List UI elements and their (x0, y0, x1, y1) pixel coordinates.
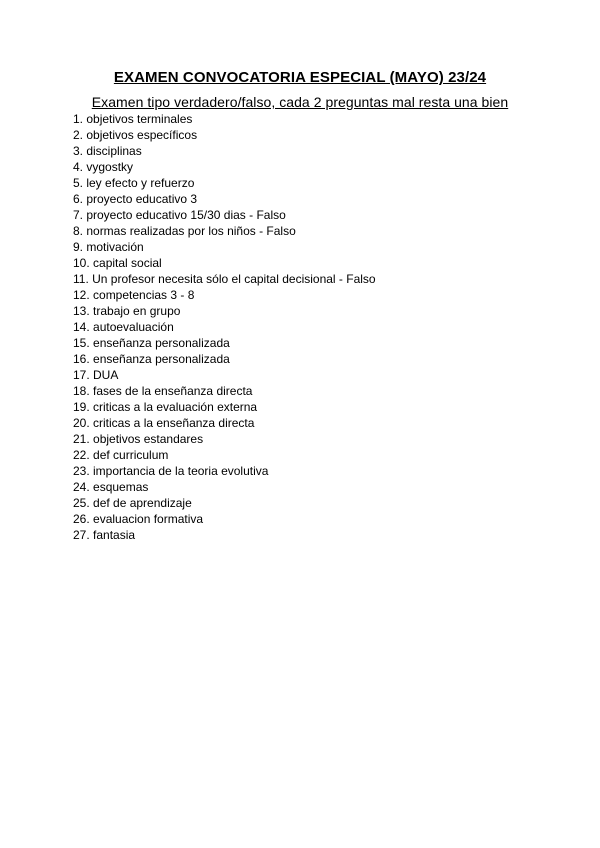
question-item: 18. fases de la enseñanza directa (73, 384, 253, 398)
question-item: 12. competencias 3 - 8 (73, 288, 195, 302)
document-title: EXAMEN CONVOCATORIA ESPECIAL (MAYO) 23/24 (113, 69, 487, 86)
question-item: 4. vygostky (73, 160, 134, 174)
question-item: 14. autoevaluación (73, 320, 174, 334)
question-list (73, 111, 376, 543)
question-item: 3. disciplinas (73, 144, 142, 158)
question-item: 26. evaluacion formativa (73, 512, 204, 526)
question-item: 17. DUA (73, 368, 119, 382)
question-item: 24. esquemas (73, 480, 149, 494)
question-item: 23. importancia de la teoria evolutiva (73, 464, 269, 478)
document-subtitle: Examen tipo verdadero/falso, cada 2 preguntas mal resta una bien (91, 94, 509, 110)
question-item: 6. proyecto educativo 3 (73, 192, 198, 206)
question-item: 15. enseñanza personalizada (73, 336, 230, 350)
question-item: 9. motivación (73, 240, 144, 254)
question-item: 16. enseñanza personalizada (73, 352, 230, 366)
question-item: 13. trabajo en grupo (73, 304, 181, 318)
question-item: 5. ley efecto y refuerzo (73, 176, 195, 190)
question-item: 22. def curriculum (73, 448, 169, 462)
question-item: 10. capital social (73, 256, 162, 270)
question-item: 19. criticas a la evaluación externa (73, 400, 258, 414)
question-item: 2. objetivos específicos (73, 128, 198, 142)
question-item: 1. objetivos terminales (73, 112, 193, 126)
question-item: 7. proyecto educativo 15/30 dias - Falso (73, 208, 286, 222)
question-item: 21. objetivos estandares (73, 432, 204, 446)
question-item: 25. def de aprendizaje (73, 496, 192, 510)
question-item: 20. criticas a la enseñanza directa (73, 416, 255, 430)
question-item: 8. normas realizadas por los niños - Falso (73, 224, 296, 238)
question-item: 11. Un profesor necesita sólo el capital decisional - Falso (73, 272, 376, 286)
question-item: 27. fantasia (73, 528, 136, 542)
